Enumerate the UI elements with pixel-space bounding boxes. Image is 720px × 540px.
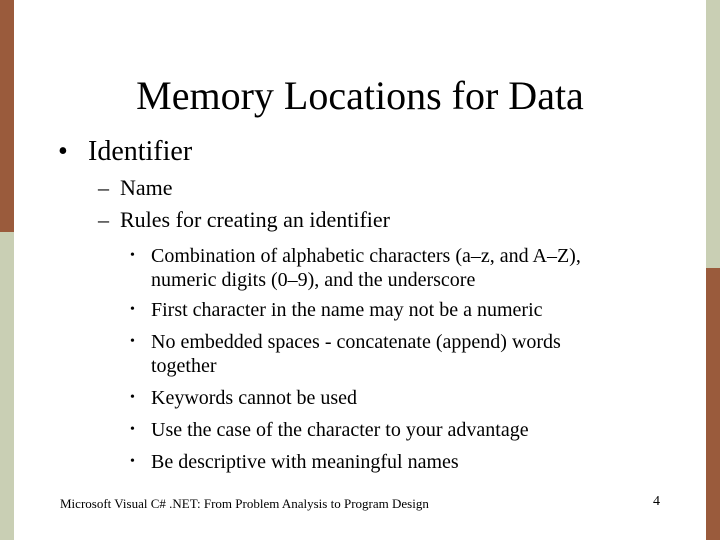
bullet-dot: • <box>130 334 135 349</box>
slide-footer: Microsoft Visual C# .NET: From Problem Analysis to Program Design <box>60 496 429 511</box>
sub-bullet-text: Name <box>120 175 173 200</box>
rule-text: Combination of alphabetic characters (a–z, and A–Z), numeric digits (0–9), and the underscore <box>151 245 581 291</box>
bullet-text: Identifier <box>88 136 193 167</box>
bullet-dot: • <box>130 454 135 469</box>
bullet-dot: • <box>130 302 135 317</box>
bullet-dot: • <box>130 390 135 405</box>
rule-text: Be descriptive with meaningful names <box>151 451 459 473</box>
page-number: 4 <box>653 494 660 509</box>
right-accent-bar-brown <box>706 268 720 540</box>
right-accent-bar-sage <box>706 0 720 268</box>
rule-item-descriptive <box>130 450 630 474</box>
bullet-dash: – <box>98 175 109 200</box>
rule-item-first-character <box>130 298 630 322</box>
bullet-dot: • <box>58 136 68 167</box>
slide-title: Memory Locations for Data <box>136 73 584 118</box>
rule-text: No embedded spaces - concatenate (append) words together <box>151 331 561 377</box>
rule-text: Keywords cannot be used <box>151 387 358 409</box>
sub-bullet-text: Rules for creating an identifier <box>120 207 391 232</box>
rule-item-no-spaces <box>130 330 630 378</box>
rule-item-characters <box>130 244 630 292</box>
rule-item-case <box>130 418 630 442</box>
bullet-dot: • <box>130 422 135 437</box>
rule-item-keywords <box>130 386 630 410</box>
bullet-dash: – <box>98 207 109 232</box>
rule-text: First character in the name may not be a numeric <box>151 299 543 321</box>
bullet-dot: • <box>130 248 135 263</box>
rule-text: Use the case of the character to your advantage <box>151 419 529 441</box>
left-accent-bar-sage <box>0 232 14 540</box>
